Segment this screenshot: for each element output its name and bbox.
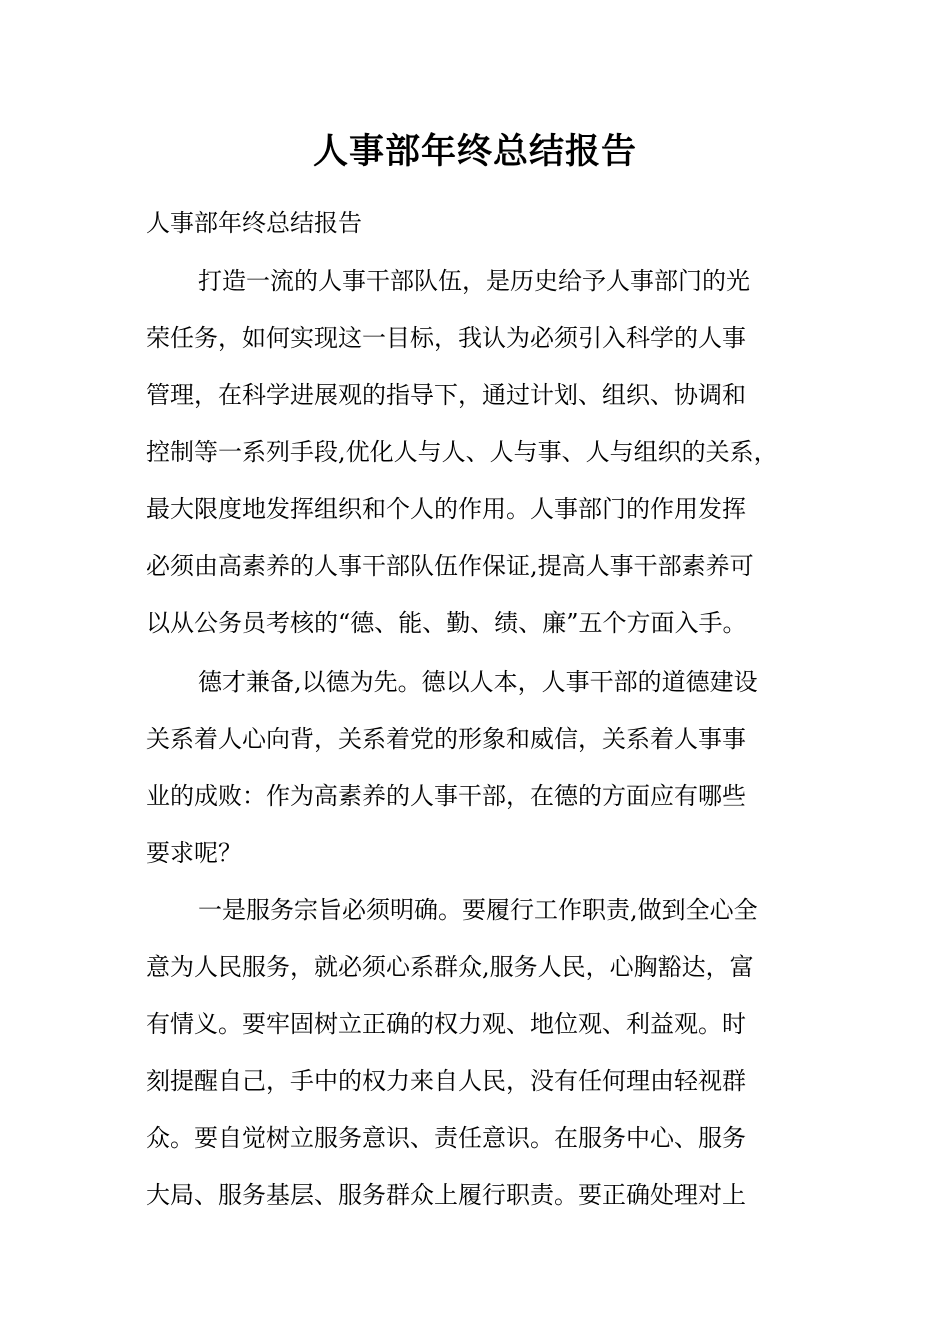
body-line: 必须由高素养的人事干部队伍作保证,提高人事干部素养可 <box>146 552 754 580</box>
body-line: 德才兼备,以德为先。德以人本，人事干部的道德建设 <box>198 668 758 696</box>
body-line: 荣任务，如何实现这一目标，我认为必须引入科学的人事 <box>146 324 746 352</box>
body-line: 管理，在科学进展观的指导下，通过计划、组织、协调和 <box>146 381 746 409</box>
document-title: 人事部年终总结报告 <box>312 131 637 172</box>
body-line: 刻提醒自己，手中的权力来自人民，没有任何理由轻视群 <box>146 1067 746 1095</box>
body-line: 众。要自觉树立服务意识、责任意识。在服务中心、服务 <box>146 1124 746 1152</box>
body-line: 打造一流的人事干部队伍，是历史给予人事部门的光 <box>198 267 750 295</box>
document-subtitle: 人事部年终总结报告 <box>146 209 362 237</box>
body-line: 大局、服务基层、服务群众上履行职责。要正确处理对上 <box>146 1181 746 1209</box>
body-line: 要求呢？ <box>146 839 242 867</box>
body-line: 以从公务员考核的“德、能、勤、绩、廉”五个方面入手。 <box>146 609 747 637</box>
body-line: 有情义。要牢固树立正确的权力观、地位观、利益观。时 <box>146 1010 746 1038</box>
body-line: 关系着人心向背，关系着党的形象和威信，关系着人事事 <box>146 725 746 753</box>
body-line: 业的成败：作为高素养的人事干部，在德的方面应有哪些 <box>146 782 746 810</box>
body-line: 控制等一系列手段,优化人与人、人与事、人与组织的关系， <box>146 438 778 466</box>
body-line: 意为人民服务，就必须心系群众,服务人民，心胸豁达，富 <box>146 953 754 981</box>
body-line: 一是服务宗旨必须明确。要履行工作职责,做到全心全 <box>198 896 758 924</box>
body-line: 最大限度地发挥组织和个人的作用。人事部门的作用发挥 <box>146 495 746 523</box>
